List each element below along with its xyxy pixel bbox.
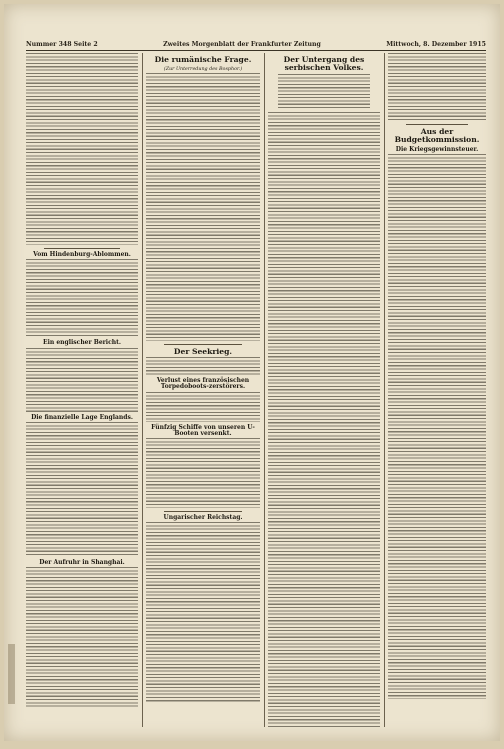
- article-text: [146, 392, 260, 422]
- article-text: [26, 567, 138, 707]
- column-3: [268, 53, 380, 727]
- article-text: [26, 53, 138, 245]
- article-headline: Der Aufruhr in Shanghai.: [39, 558, 125, 566]
- article-headline: Fünfzig Schiffe von unseren U-Booten versenkt.: [151, 423, 255, 437]
- article-text: [26, 348, 138, 412]
- article-headline: Vom Hindenburg-Ablommen.: [33, 251, 131, 258]
- article-headline: Aus der Budgetkommission.: [394, 127, 480, 144]
- article-headline: Ein englischer Bericht.: [43, 339, 121, 347]
- section-divider: [164, 511, 242, 512]
- article-headline: Die rumänische Frage.: [154, 55, 252, 64]
- binding-mark: [8, 644, 15, 704]
- article-text: [268, 112, 380, 727]
- article-subheadline: Die Kriegsgewinnsteuer.: [395, 145, 479, 153]
- article-headline: Der Untergang des serbischen Volkes.: [283, 55, 365, 72]
- header-paper-title: Zweites Morgenblatt der Frankfurter Zeitung: [163, 40, 321, 48]
- column-rule: [142, 53, 143, 727]
- section-divider: [164, 344, 242, 345]
- column-4: [388, 53, 486, 727]
- article-text: [26, 259, 138, 337]
- article-text: [388, 53, 486, 121]
- article-headline: Der Seekrieg.: [173, 347, 233, 356]
- column-1: [26, 53, 138, 727]
- article-headline: Die finanzielle Lage Englands.: [31, 413, 133, 421]
- article-text: [146, 357, 260, 375]
- column-rule: [384, 53, 385, 727]
- page-header: [26, 38, 486, 51]
- column-rule: [264, 53, 265, 727]
- article-text: [146, 73, 260, 341]
- article-subheadline: (Zur Unterredung des Bosphor.): [163, 66, 243, 72]
- header-issue-page: Nummer 348 Seite 2: [26, 40, 98, 48]
- article-text: [146, 438, 260, 508]
- article-headline: Verlust eines französischen Torpedoboots-zerstörers.: [156, 376, 250, 391]
- column-2: [146, 53, 260, 727]
- section-divider: [44, 248, 120, 249]
- article-text: [26, 422, 138, 557]
- header-date: Mittwoch, 8. Dezember 1915: [386, 40, 486, 48]
- section-divider: [406, 124, 468, 125]
- article-text: [388, 154, 486, 699]
- article-text: [146, 522, 260, 702]
- article-headline: Ungarischer Reichstag.: [163, 514, 243, 522]
- newspaper-page: [4, 4, 500, 741]
- article-intro-text: [278, 74, 370, 108]
